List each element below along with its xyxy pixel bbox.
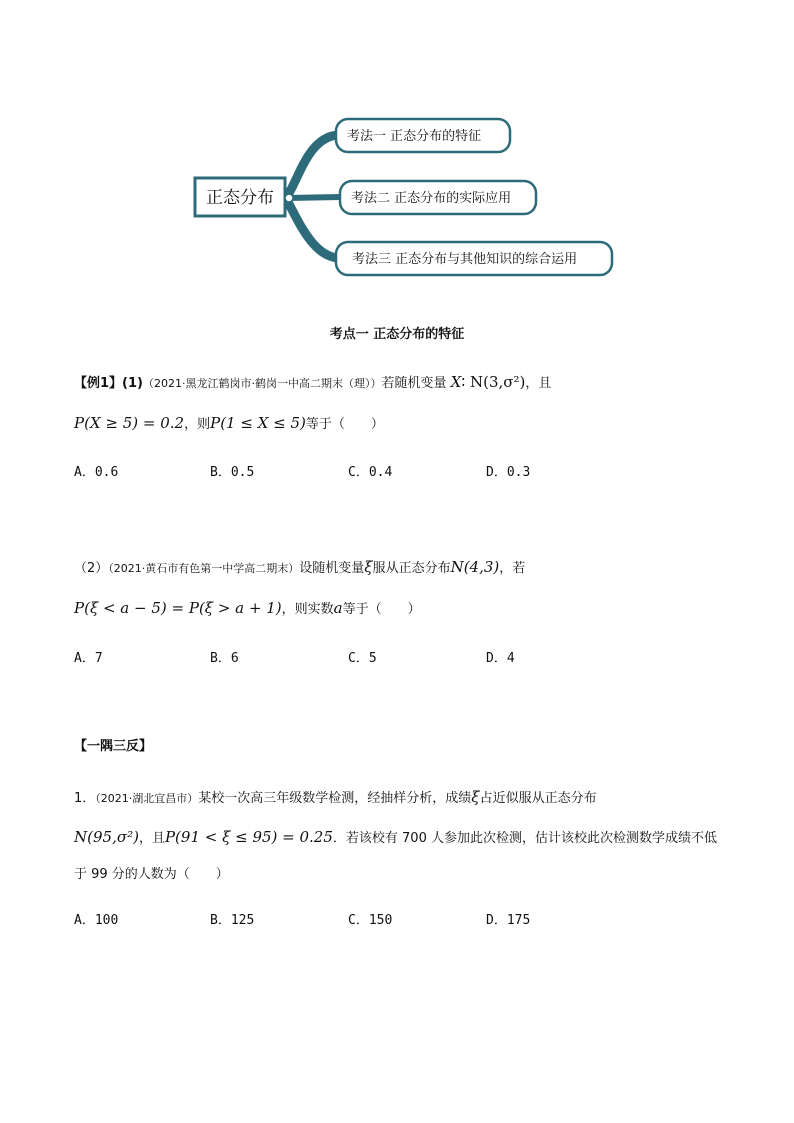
part1-text-d: 等于（ ） [305,417,384,432]
part2-text-c: ，若 [499,561,526,576]
q1-math-a: ξ [471,788,480,806]
part1-math-a: X [450,373,462,391]
part2-option-b: B．6 [210,651,239,666]
example1-part1-line1 [74,372,551,394]
connector-branch-1 [288,135,340,195]
q1-option-c: C．150 [348,913,393,928]
part1-math-b: P(X ≥ 5) = 0.2 [74,414,185,432]
q1-math-b: N(95,σ²) [74,828,139,846]
mind-map [0,0,794,300]
part2-label: （2） [74,561,109,576]
part2-text-a: 设随机变量 [299,561,365,576]
q1-text-a: 某校一次高三年级数学检测，经抽样分析，成绩 [198,791,472,806]
connector-branch-3 [288,202,340,258]
example1-part1-line2 [74,413,384,435]
part2-math-a: ξ [364,558,373,576]
part1-source: （2021·黑龙江鹤岗市·鹤岗一中高二期末（理）） [142,377,382,390]
q1-text-d: ．若该校有 700 人参加此次检测，估计该校此次检测数学成绩不低 [332,831,717,846]
part1-text-c: ，则 [184,417,211,432]
q1-text-c: ，且 [138,831,165,846]
part2-option-c: C．5 [348,651,377,666]
part1-math-c: P(1 ≤ X ≤ 5) [210,414,306,432]
q1-option-b: B．125 [210,913,255,928]
q1-math-c: P(91 < ξ ≤ 95) = 0.25 [164,828,333,846]
part2-option-d: D．4 [486,651,515,666]
part1-option-b: B．0.5 [210,465,255,480]
root-connector-dot [285,194,293,202]
part2-option-a: A．7 [74,651,103,666]
part1-option-c: C．0.4 [348,465,393,480]
q1-option-d: D．175 [486,913,531,928]
practice-q1-line2 [74,827,717,849]
q1-option-a: A．100 [74,913,119,928]
example-tag: 【例1】 [74,376,123,391]
connector-branch-2 [288,197,340,198]
q1-source: （2021·湖北宜昌市） [95,792,199,805]
q1-text-b: 占近似服从正态分布 [479,791,597,806]
section-title: 考点一 正态分布的特征 [329,327,465,342]
part1-option-d: D．0.3 [486,465,531,480]
branch-node-1-label: 考法一 正态分布的特征 [347,129,482,144]
part2-text-e: 等于（ ） [342,602,421,617]
part2-math-c: P(ξ < a − 5) = P(ξ > a + 1) [74,599,282,617]
example1-part2-line2 [74,598,421,620]
root-node-label: 正态分布 [206,188,274,208]
part2-source: （2021·黄石市有色第一中学高二期末） [108,562,300,575]
part1-math-a2: ∶ N(3,σ²) [461,373,526,391]
part2-text-b: 服从正态分布 [372,561,451,576]
part2-math-b: N(4,3) [450,558,500,576]
part1-label: (1) [122,376,143,391]
q1-label: 1． [74,791,96,806]
part1-option-a: A．0.6 [74,465,119,480]
part1-text-b: ，且 [525,376,552,391]
branch-node-2-label: 考法二 正态分布的实际应用 [351,191,512,206]
part2-text-d: ，则实数 [281,602,334,617]
example1-part2-line1 [74,557,525,579]
practice-q1-line3: 于 99 分的人数为（ ） [74,867,229,882]
practice-q1-line1 [74,787,597,809]
part1-text-a: 若随机变量 [381,376,447,391]
practice-heading: 【一隅三反】 [74,739,153,754]
branch-node-3-label: 考法三 正态分布与其他知识的综合运用 [352,252,578,267]
part2-math-d: a [333,599,343,617]
